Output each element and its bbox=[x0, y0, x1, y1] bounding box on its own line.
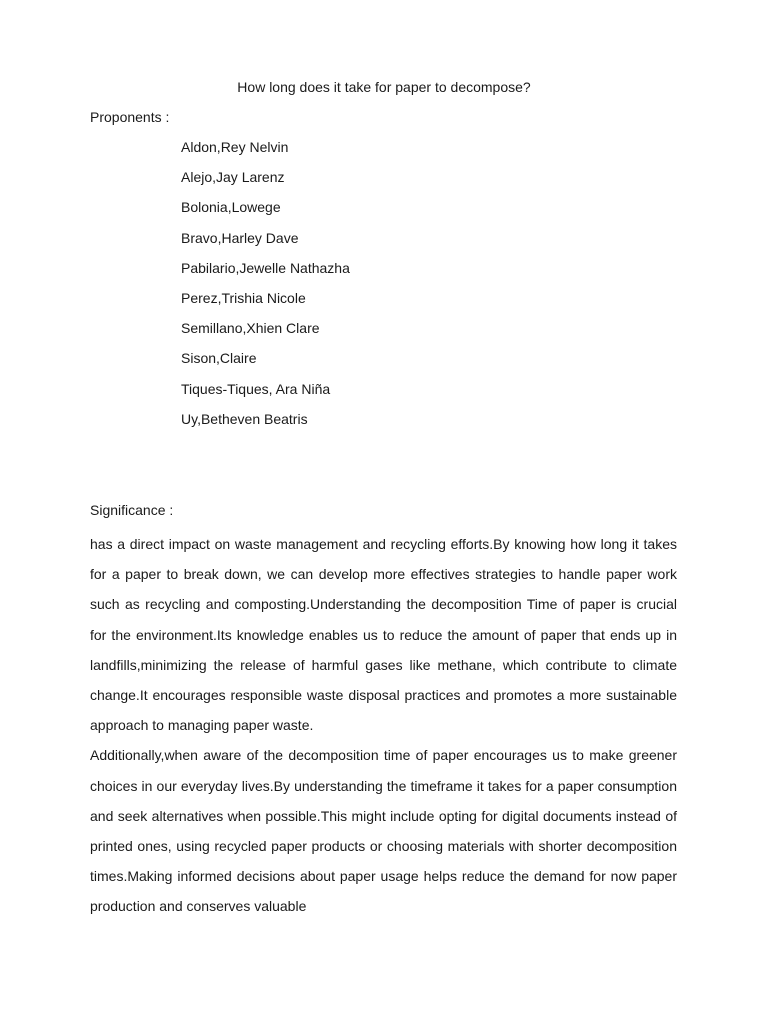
proponent-name: Tiques-Tiques, Ara Niña bbox=[181, 380, 331, 397]
proponent-name: Uy,Betheven Beatris bbox=[181, 410, 308, 427]
significance-label: Significance : bbox=[90, 502, 174, 518]
proponent-name: Sison,Claire bbox=[181, 350, 257, 367]
proponent-name: Perez,Trishia Nicole bbox=[181, 289, 306, 306]
proponent-name: Alejo,Jay Larenz bbox=[181, 169, 285, 186]
proponent-name: Semillano,Xhien Clare bbox=[181, 320, 320, 337]
body-paragraph: has a direct impact on waste management and recycling efforts.By knowing how long it takes for a paper to break down, we can develop more effectives strategies to handle paper work such as recycling and composting.Understanding the decomposition Time of paper is crucial for the environment.Its knowledge enables us to reduce the amount of paper that ends up in landfills,minimizing the release of harmful gases like methane, which contribute to climate change.It encourages responsible waste disposal practices and promotes a more sustainable approach to managing paper waste. bbox=[90, 536, 677, 734]
proponents-label: Proponents : bbox=[90, 109, 170, 125]
document-title: How long does it take for paper to decompose? bbox=[237, 79, 531, 95]
proponent-name: Bravo,Harley Dave bbox=[181, 229, 299, 246]
proponent-list bbox=[181, 138, 350, 440]
proponent-name: Pabilario,Jewelle Nathazha bbox=[181, 259, 350, 276]
body-paragraph: Additionally,when aware of the decomposition time of paper encourages us to make greener choices in our everyday lives.By understanding the timeframe it takes for a paper consumption and seek alternatives when possible.This might include opting for digital documents instead of printed ones, using recycled paper products or choosing materials with shorter decomposition times.Making informed decisions about paper usage helps reduce the demand for now paper production and conserves valuable bbox=[90, 747, 677, 915]
proponent-name: Bolonia,Lowege bbox=[181, 199, 281, 216]
proponent-name: Aldon,Rey Nelvin bbox=[181, 139, 289, 155]
significance-body bbox=[90, 529, 677, 922]
